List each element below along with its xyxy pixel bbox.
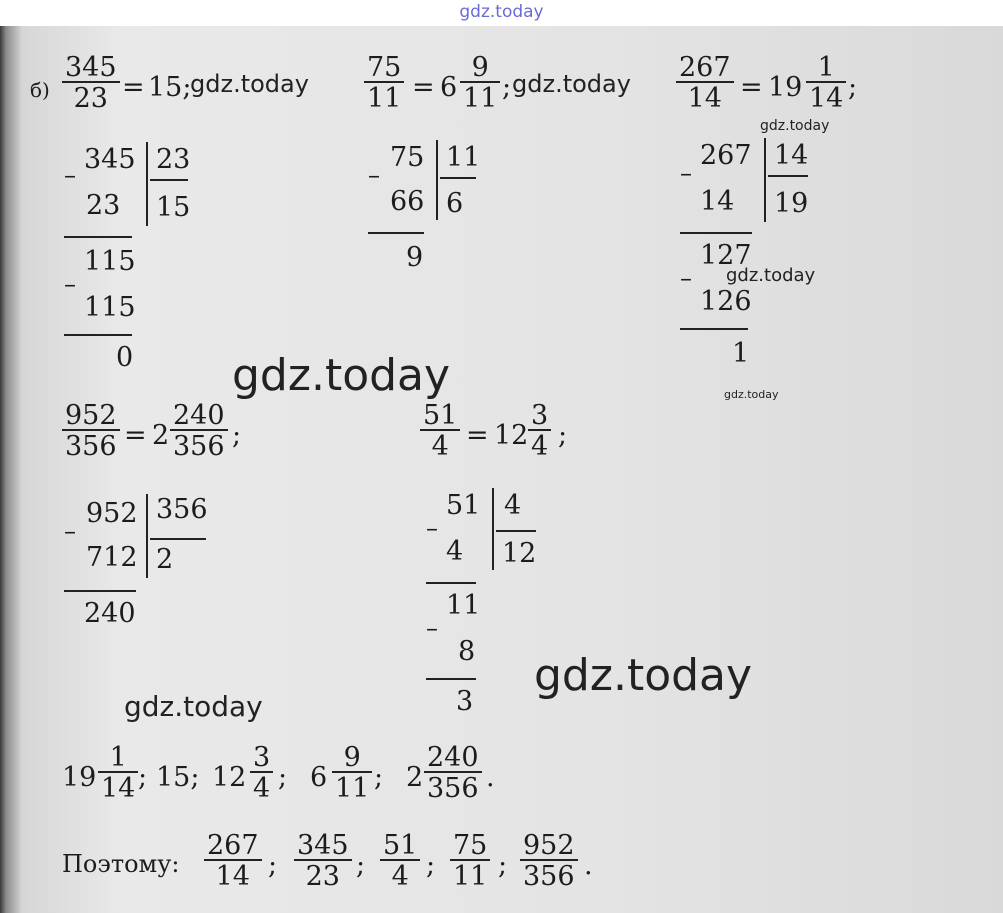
eq4-numerator: 952: [65, 400, 117, 431]
watermark: gdz.today: [232, 350, 451, 401]
eq1-fraction: [62, 54, 120, 112]
order-item-1-fraction: [98, 744, 138, 802]
eq3-separator: ;: [848, 72, 858, 103]
conclusion-item-3-sep: ;: [426, 850, 436, 881]
conclusion-item-1-denominator: 14: [204, 859, 262, 890]
order-item-4-fraction: [332, 744, 372, 802]
div5-line1: [426, 582, 476, 584]
div5-minus: –: [426, 514, 438, 542]
conclusion-item-3-fraction: [380, 832, 420, 890]
watermark: gdz.today: [512, 70, 631, 98]
div5-vbar: [492, 488, 494, 570]
order-item-1-whole: 19: [62, 762, 97, 793]
div1-divisor: 23: [156, 144, 191, 175]
conclusion-line: [62, 832, 622, 910]
watermark: gdz.today: [724, 388, 779, 401]
order-item-5-whole: 2: [406, 762, 424, 793]
order-item-4-whole: 6: [310, 762, 328, 793]
eq1-equals: =: [122, 72, 145, 103]
eq3-denominator: 14: [676, 81, 734, 112]
eq5-mixed-fraction: [528, 402, 551, 460]
eq4-equals: =: [124, 420, 147, 451]
div2-quotient: 6: [446, 188, 464, 219]
eq3-mixed-fraction: [806, 54, 846, 112]
eq4-mixed-denominator: 356: [170, 429, 228, 460]
eq5-mixed-denominator: 4: [528, 429, 551, 460]
div4-dividend: 952: [86, 498, 138, 529]
eq5-denominator: 4: [420, 429, 460, 460]
div3-line2: [680, 328, 748, 330]
div5-dividend: 51: [446, 490, 481, 521]
eq3-fraction: [676, 54, 734, 112]
order-item-5-fraction: [424, 744, 482, 802]
conclusion-item-2-numerator: 345: [297, 830, 349, 861]
order-item-4-sep: ;: [374, 762, 384, 793]
conclusion-item-2-sep: ;: [356, 850, 366, 881]
eq2-whole: 6: [440, 72, 458, 103]
eq2-equals: =: [412, 72, 435, 103]
div3-sub2: 126: [700, 286, 752, 317]
eq4-mixed-numerator: 240: [173, 400, 225, 431]
order-item-3-sep: ;: [278, 762, 288, 793]
eq5-whole: 12: [494, 420, 529, 451]
order-item-3-fraction: [250, 744, 273, 802]
order-item-3-numerator: 3: [253, 742, 271, 773]
order-item-4-denominator: 11: [332, 771, 372, 802]
conclusion-item-5-sep: .: [584, 850, 593, 881]
eq3-mixed-denominator: 14: [806, 81, 846, 112]
div3-line1: [680, 232, 752, 234]
problem-label: б): [30, 78, 50, 102]
eq5-numerator: 51: [423, 400, 458, 431]
order-item-1-numerator: 1: [109, 742, 127, 773]
div1-vbar: [146, 142, 148, 226]
watermark: gdz.today: [726, 265, 816, 286]
div2-vbar: [436, 140, 438, 220]
div5-rem1: 11: [446, 590, 481, 621]
eq2-mixed-fraction: [460, 54, 500, 112]
conclusion-item-3-denominator: 4: [380, 859, 420, 890]
order-item-2: 15;: [156, 762, 200, 793]
div3-minus2: –: [680, 264, 692, 292]
conclusion-item-1-numerator: 267: [207, 830, 259, 861]
conclusion-item-1-sep: ;: [268, 850, 278, 881]
div2-line1: [368, 232, 424, 234]
div3-rem2: 1: [732, 338, 750, 369]
order-line: [62, 742, 522, 818]
eq2-mixed-denominator: 11: [460, 81, 500, 112]
eq3-whole: 19: [768, 72, 803, 103]
div1-minus2: –: [64, 270, 76, 298]
div4-vbar: [146, 494, 148, 578]
eq4-whole: 2: [152, 420, 170, 451]
conclusion-item-2-denominator: 23: [294, 859, 352, 890]
conclusion-item-4-denominator: 11: [450, 859, 490, 890]
eq4-denominator: 356: [62, 429, 120, 460]
div4-hbar: [150, 538, 206, 540]
div1-sub1: 23: [86, 190, 121, 221]
conclusion-item-4-numerator: 75: [453, 830, 488, 861]
watermark: gdz.today: [760, 118, 830, 134]
conclusion-prefix: Поэтому:: [62, 850, 180, 878]
div1-hbar: [150, 179, 188, 181]
div1-sub2: 115: [84, 292, 136, 323]
conclusion-item-5-denominator: 356: [520, 859, 578, 890]
eq2-denominator: 11: [364, 81, 404, 112]
div5-minus2: –: [426, 614, 438, 642]
div5-line2: [426, 678, 476, 680]
eq2-fraction: [364, 54, 404, 112]
div1-quotient: 15: [156, 192, 191, 223]
eq2-mixed-numerator: 9: [471, 52, 489, 83]
watermark: gdz.today: [124, 690, 263, 723]
order-item-1-sep: ;: [138, 762, 148, 793]
order-item-4-numerator: 9: [343, 742, 361, 773]
div5-sub1: 4: [446, 536, 464, 567]
eq5-mixed-numerator: 3: [531, 400, 549, 431]
div1-minus: –: [64, 161, 76, 189]
order-item-1-denominator: 14: [98, 771, 138, 802]
div3-dividend: 267: [700, 140, 752, 171]
order-item-5-numerator: 240: [427, 742, 479, 773]
div5-divisor: 4: [504, 490, 522, 521]
order-item-3-whole: 12: [212, 762, 247, 793]
div2-minus: –: [368, 161, 380, 189]
conclusion-item-1-fraction: [204, 832, 262, 890]
conclusion-item-5-fraction: [520, 832, 578, 890]
div3-vbar: [764, 138, 766, 222]
div2-hbar: [440, 177, 476, 179]
div3-sub1: 14: [700, 186, 735, 217]
eq1-denominator: 23: [62, 81, 120, 112]
order-item-5-denominator: 356: [424, 771, 482, 802]
order-item-3-denominator: 4: [250, 771, 273, 802]
eq4-mixed-fraction: [170, 402, 228, 460]
eq3-equals: =: [740, 72, 763, 103]
eq1-numerator: 345: [65, 52, 117, 83]
div2-sub1: 66: [390, 186, 425, 217]
div5-sub2: 8: [458, 636, 476, 667]
div2-divisor: 11: [446, 142, 481, 173]
div4-divisor: 356: [156, 494, 208, 525]
div1-rem2: 0: [116, 342, 134, 373]
div2-rem: 9: [406, 242, 424, 273]
div3-hbar: [768, 175, 808, 177]
div4-sub1: 712: [86, 542, 138, 573]
div2-dividend: 75: [390, 142, 425, 173]
div3-rem1: 127: [700, 240, 752, 271]
div1-dividend: 345: [84, 144, 136, 175]
eq5-equals: =: [466, 420, 489, 451]
div5-quotient: 12: [502, 538, 537, 569]
eq3-mixed-numerator: 1: [817, 52, 835, 83]
div4-quotient: 2: [156, 544, 174, 575]
conclusion-item-2-fraction: [294, 832, 352, 890]
conclusion-item-5-numerator: 952: [523, 830, 575, 861]
conclusion-item-3-numerator: 51: [383, 830, 418, 861]
textbook-page: [0, 26, 1003, 913]
div3-minus: –: [680, 159, 692, 187]
div1-rem1: 115: [84, 246, 136, 277]
eq5-separator: ;: [558, 420, 568, 451]
eq2-numerator: 75: [367, 52, 402, 83]
eq4-separator: ;: [232, 420, 242, 451]
eq2-separator: ;: [502, 72, 512, 103]
div4-rem: 240: [84, 598, 136, 629]
div4-line1: [64, 590, 136, 592]
eq4-fraction: [62, 402, 120, 460]
div3-quotient: 19: [774, 188, 809, 219]
eq5-fraction: [420, 402, 460, 460]
conclusion-item-4-fraction: [450, 832, 490, 890]
div4-minus: –: [64, 517, 76, 545]
eq1-result: 15;: [148, 72, 192, 103]
div5-hbar: [496, 530, 536, 532]
conclusion-item-4-sep: ;: [498, 850, 508, 881]
div1-line2: [64, 334, 132, 336]
div1-line1: [64, 236, 132, 238]
eq3-numerator: 267: [679, 52, 731, 83]
watermark: gdz.today: [534, 650, 753, 701]
div5-rem2: 3: [456, 686, 474, 717]
watermark: gdz.today: [190, 70, 309, 98]
order-item-5-sep: .: [486, 762, 495, 793]
div3-divisor: 14: [774, 140, 809, 171]
header-watermark: gdz.today: [459, 2, 544, 22]
